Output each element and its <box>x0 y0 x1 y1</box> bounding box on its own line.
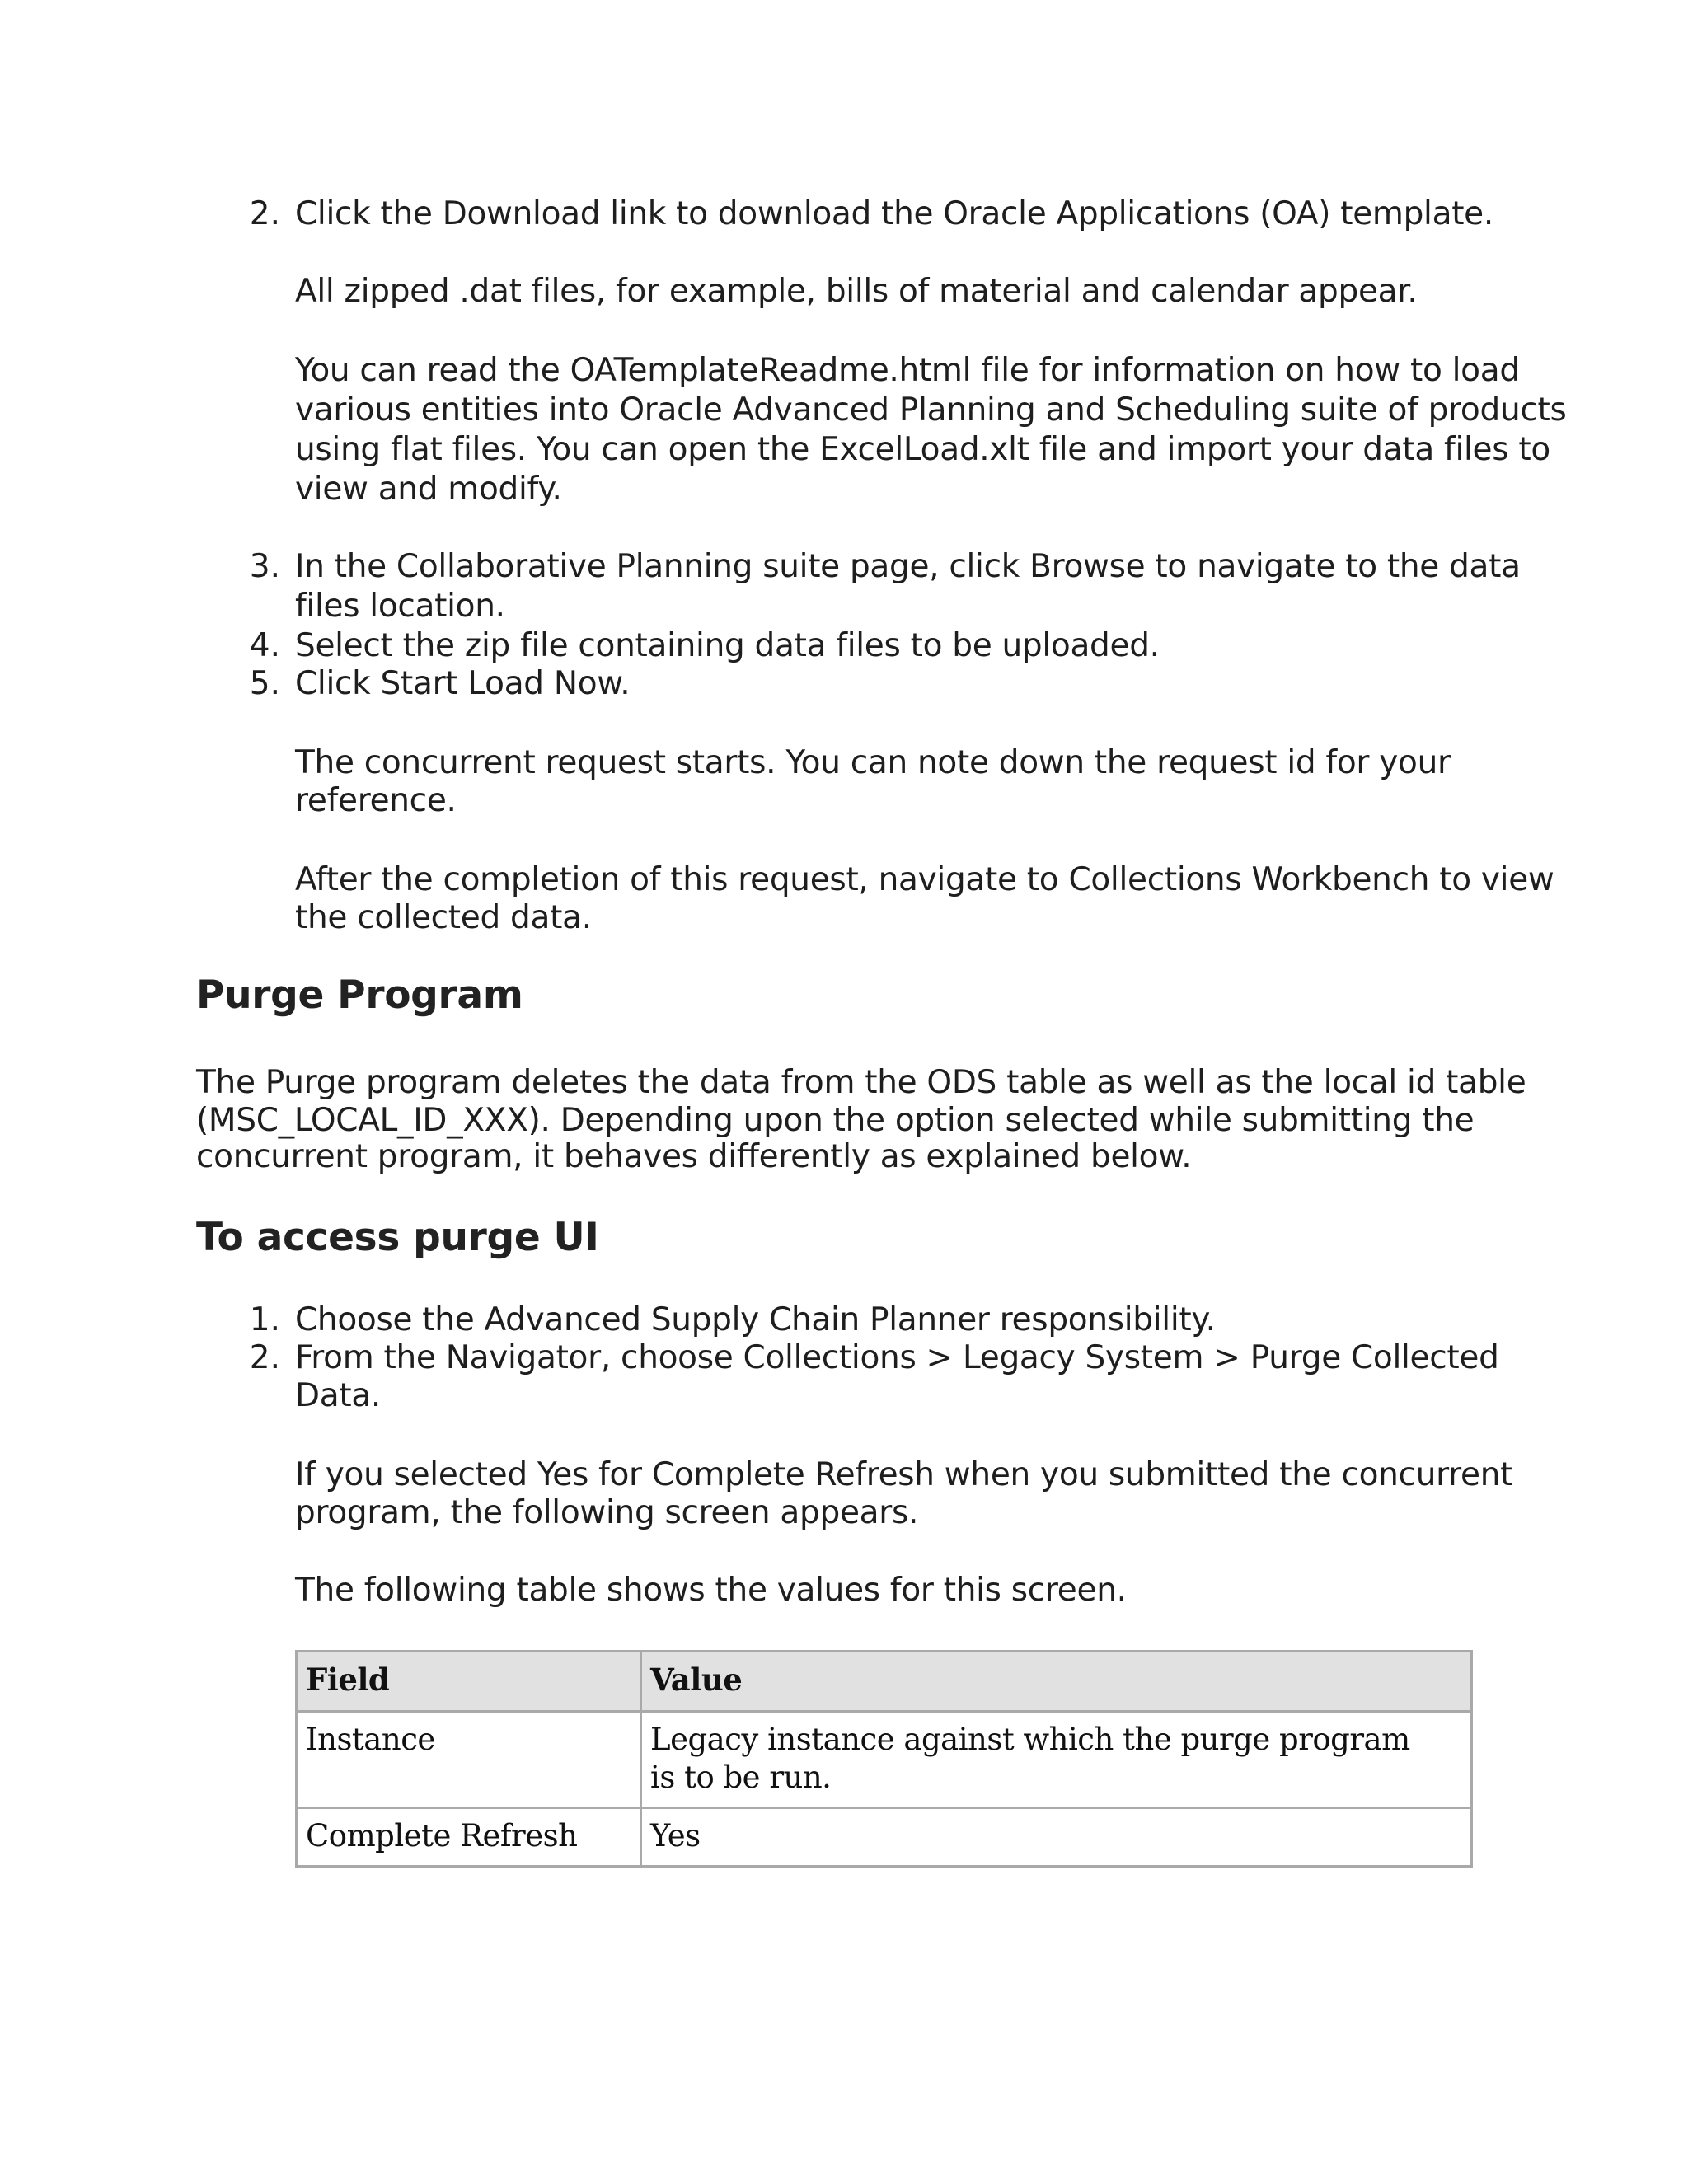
table-row <box>297 1712 1472 1808</box>
step-note: The concurrent request starts. You can note down the request id for your <box>295 744 1451 781</box>
step-text: Choose the Advanced Supply Chain Planner responsibility. <box>295 1301 1216 1338</box>
step-text: Click Start Load Now. <box>295 665 631 702</box>
step-note: You can read the OATemplateReadme.html file for information on how to load <box>295 352 1520 389</box>
step-text: Click the Download link to download the Oracle Applications (OA) template. <box>295 195 1493 232</box>
step-note: the collected data. <box>295 899 592 936</box>
section-paragraph: concurrent program, it behaves differently as explained below. <box>196 1138 1192 1175</box>
step-number: 3. <box>249 548 280 585</box>
column-header: Field <box>297 1652 641 1712</box>
step-number: 2. <box>249 1339 280 1376</box>
table-row <box>297 1808 1472 1867</box>
section-heading: To access purge UI <box>196 1215 599 1260</box>
step-text: From the Navigator, choose Collections > Legacy System > Purge Collected <box>295 1339 1499 1376</box>
step-text: Data. <box>295 1377 382 1414</box>
section-paragraph: (MSC_LOCAL_ID_XXX). Depending upon the option selected while submitting the <box>196 1102 1475 1139</box>
step-note: reference. <box>295 782 457 819</box>
section-heading: Purge Program <box>196 972 523 1018</box>
step-note: program, the following screen appears. <box>295 1494 919 1531</box>
table-cell: Legacy instance against which the purge program is to be run. <box>641 1712 1472 1808</box>
step-note: All zipped .dat files, for example, bills of material and calendar appear. <box>295 273 1418 310</box>
column-header: Value <box>641 1652 1472 1712</box>
step-number: 4. <box>249 627 280 664</box>
step-note: using flat files. You can open the ExcelLoad.xlt file and import your data files to <box>295 431 1550 468</box>
step-text: In the Collaborative Planning suite page, click Browse to navigate to the data <box>295 548 1521 585</box>
table-cell: Complete Refresh <box>297 1808 641 1867</box>
step-note: After the completion of this request, navigate to Collections Workbench to view <box>295 861 1554 898</box>
table-cell: Yes <box>641 1808 1472 1867</box>
values-table <box>295 1650 1473 1868</box>
step-text: Select the zip file containing data files to be uploaded. <box>295 627 1160 664</box>
step-note: If you selected Yes for Complete Refresh when you submitted the concurrent <box>295 1456 1513 1493</box>
table-header-row <box>297 1652 1472 1712</box>
step-note: various entities into Oracle Advanced Planning and Scheduling suite of products <box>295 391 1567 429</box>
step-number: 5. <box>249 665 280 702</box>
table-cell: Instance <box>297 1712 641 1808</box>
section-paragraph: The Purge program deletes the data from the ODS table as well as the local id table <box>196 1064 1526 1101</box>
step-note: view and modify. <box>295 471 562 508</box>
step-note: The following table shows the values for this screen. <box>295 1572 1127 1609</box>
step-text: files location. <box>295 588 505 625</box>
step-number: 1. <box>249 1301 280 1338</box>
step-number: 2. <box>249 195 280 232</box>
